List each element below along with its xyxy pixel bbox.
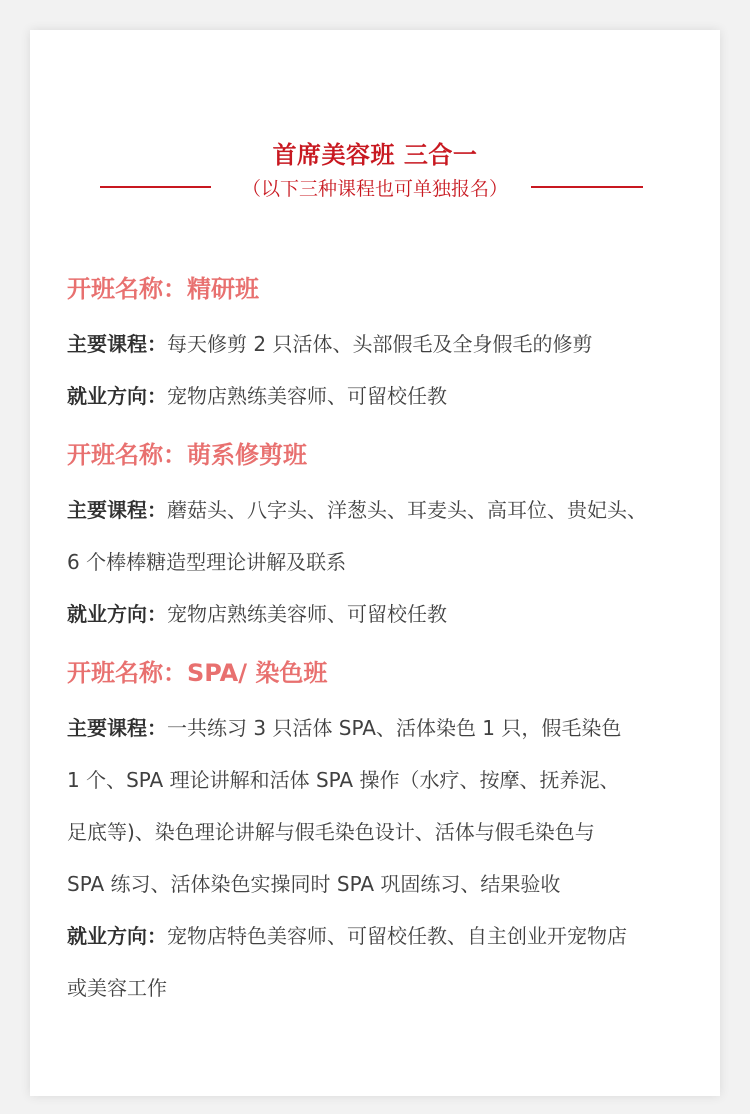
course-text: 蘑菇头、八字头、洋葱头、耳麦头、高耳位、贵妃头、	[167, 498, 647, 522]
career-text: 宠物店特色美容师、可留校任教、自主创业开宠物店	[167, 924, 627, 948]
career-label: 就业方向：	[67, 924, 167, 948]
card	[30, 30, 720, 1096]
course-text: SPA 练习、活体染色实操同时 SPA 巩固练习、结果验收	[67, 872, 561, 896]
course-text: 每天修剪 2 只活体、头部假毛及全身假毛的修剪	[167, 332, 593, 356]
course-row-continued	[67, 858, 707, 910]
career-row	[67, 370, 707, 422]
course-text: 6 个棒棒糖造型理论讲解及联系	[67, 550, 347, 574]
career-label: 就业方向：	[67, 602, 167, 626]
header	[30, 138, 720, 204]
course-label: 主要课程：	[67, 716, 167, 740]
course-section	[67, 434, 707, 640]
course-row	[67, 702, 707, 754]
section-title: 开班名称：精研班	[67, 275, 259, 303]
career-row	[67, 910, 707, 962]
course-text: 一共练习 3 只活体 SPA、活体染色 1 只，假毛染色	[167, 716, 622, 740]
course-section	[67, 652, 707, 1014]
course-row-continued	[67, 806, 707, 858]
course-text: 1 个、SPA 理论讲解和活体 SPA 操作（水疗、按摩、抚养泥、	[67, 768, 620, 792]
career-text: 宠物店熟练美容师、可留校任教	[167, 384, 447, 408]
course-list	[67, 268, 707, 1026]
course-row	[67, 318, 707, 370]
career-row-continued	[67, 962, 707, 1014]
course-section	[67, 268, 707, 422]
section-title: 开班名称：SPA/ 染色班	[67, 659, 328, 687]
career-text: 宠物店熟练美容师、可留校任教	[167, 602, 447, 626]
course-row	[67, 484, 707, 536]
page-title: 首席美容班 三合一	[272, 141, 478, 169]
course-label: 主要课程：	[67, 332, 167, 356]
career-text: 或美容工作	[67, 976, 167, 1000]
course-text: 足底等)、染色理论讲解与假毛染色设计、活体与假毛染色与	[67, 820, 595, 844]
career-row	[67, 588, 707, 640]
course-row-continued	[67, 536, 707, 588]
course-label: 主要课程：	[67, 498, 167, 522]
career-label: 就业方向：	[67, 384, 167, 408]
section-title: 开班名称：萌系修剪班	[67, 441, 307, 469]
page-subtitle: （以下三种课程也可单独报名）	[241, 178, 508, 200]
course-row-continued	[67, 754, 707, 806]
